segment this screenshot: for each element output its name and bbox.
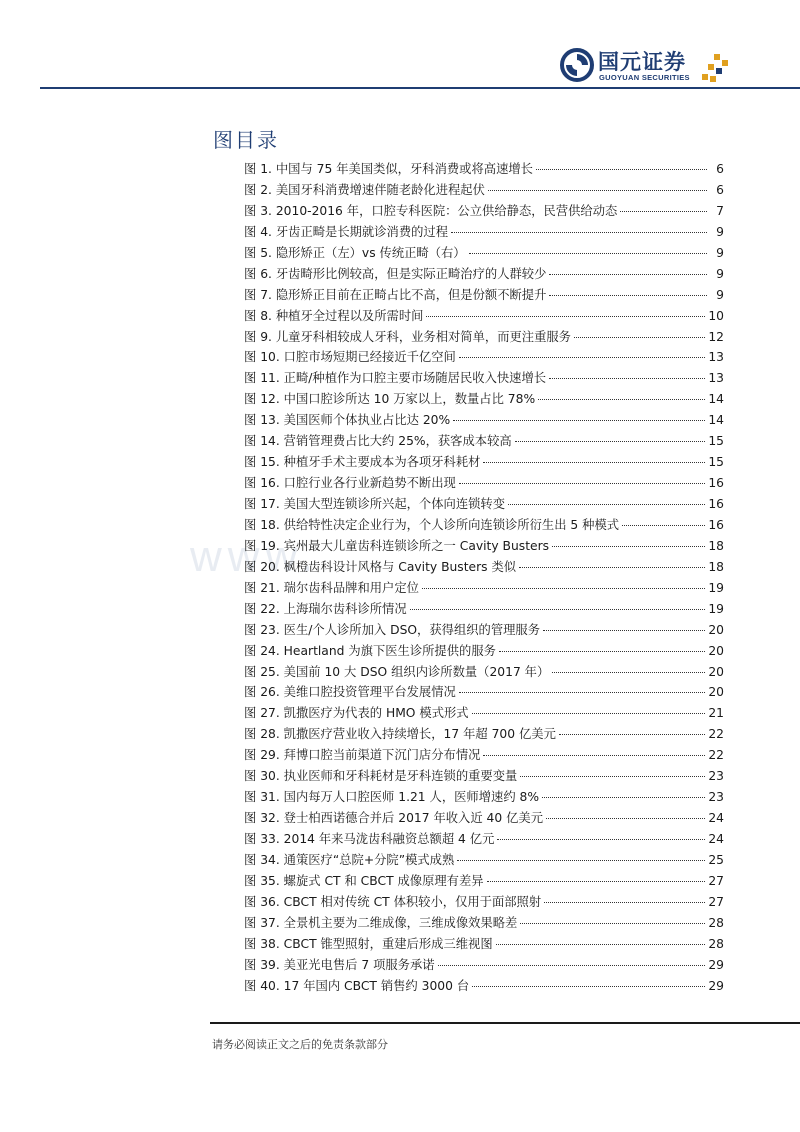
toc-entry-label: 图 13. 美国医师个体执业占比达 20% [244,413,451,428]
toc-entry[interactable] [244,264,724,285]
toc-entry[interactable] [244,243,724,264]
guoyuan-logo-icon [560,48,594,82]
toc-leader-dots [542,797,705,798]
toc-entry[interactable] [244,724,724,745]
toc-entry-label: 图 6. 牙齿畸形比例较高，但是实际正畸治疗的人群较少 [244,266,547,281]
toc-entry[interactable] [244,180,724,201]
toc-entry-label: 图 33. 2014 年来马泷齿科融资总额超 4 亿元 [244,832,495,846]
decorative-squares-icon [700,54,730,84]
toc-entry[interactable] [244,955,724,976]
toc-entry[interactable] [244,368,724,389]
company-name-cn: 国元证券 [598,50,686,74]
toc-leader-dots [453,420,705,421]
toc-entry[interactable] [244,871,724,892]
toc-title: 图目录 [213,128,279,152]
toc-entry-page: 27 [708,873,724,888]
toc-entry-label: 图 30. 执业医师和牙科耗材是牙科连锁的重要变量 [244,769,518,784]
header-divider [40,87,800,89]
toc-leader-dots [546,818,705,819]
toc-entry-label: 图 35. 螺旋式 CT 和 CBCT 成像原理有差异 [244,873,484,888]
toc-entry[interactable] [244,431,724,452]
toc-entry-page: 12 [708,329,724,344]
toc-entry-label: 图 22. 上海瑞尔齿科诊所情况 [244,601,407,616]
toc-entry[interactable] [244,976,724,997]
toc-leader-dots [469,253,707,254]
toc-entry[interactable] [244,222,724,243]
toc-entry-page: 18 [708,559,724,574]
toc-leader-dots [508,504,705,505]
toc-entry[interactable] [244,934,724,955]
toc-entry-label: 图 10. 口腔市场短期已经接近千亿空间 [244,350,456,365]
toc-leader-dots [549,295,707,296]
toc-entry-page: 20 [708,622,724,637]
toc-entry-page: 20 [708,643,724,658]
toc-leader-dots [620,211,707,212]
toc-entry-label: 图 24. Heartland 为旗下医生诊所提供的服务 [244,643,496,658]
toc-leader-dots [487,881,706,882]
toc-entry-label: 图 4. 牙齿正畸是长期就诊消费的过程 [244,224,449,239]
toc-entry-label: 图 8. 种植牙全过程以及所需时间 [244,308,424,323]
toc-entry[interactable] [244,494,724,515]
toc-entry-label: 图 2. 美国牙科消费增速伴随老龄化进程起伏 [244,182,485,197]
toc-entry[interactable] [244,913,724,934]
toc-entry-label: 图 36. CBCT 相对传统 CT 体积较小，仅用于面部照射 [244,894,542,909]
toc-entry[interactable] [244,159,724,180]
toc-entry[interactable] [244,557,724,578]
toc-entry-label: 图 7. 隐形矫正目前在正畸占比不高，但是份额不断提升 [244,287,547,302]
toc-entry-label: 图 23. 医生/个人诊所加入 DSO，获得组织的管理服务 [244,622,541,637]
toc-leader-dots [549,274,707,275]
toc-entry-page: 22 [708,748,724,763]
toc-entry[interactable] [244,599,724,620]
toc-leader-dots [472,713,706,714]
toc-entry-page: 6 [716,182,724,197]
toc-leader-dots [459,357,706,358]
toc-entry-page: 9 [716,287,724,302]
toc-leader-dots [622,525,705,526]
toc-entry[interactable] [244,850,724,871]
toc-entry-label: 图 15. 种植牙手术主要成本为各项牙科耗材 [244,455,481,470]
toc-entry-page: 9 [716,266,724,281]
toc-entry-page: 25 [708,852,724,867]
toc-leader-dots [483,462,705,463]
toc-entry-label: 图 14. 营销管理费占比大约 25%，获客成本较高 [244,434,512,449]
toc-entry[interactable] [244,829,724,850]
toc-entry-label: 图 20. 枫橙齿科设计风格与 Cavity Busters 类似 [244,559,517,574]
toc-entry-label: 图 26. 美维口腔投资管理平台发展情况 [244,685,456,700]
toc-entry-page: 21 [708,706,724,721]
toc-leader-dots [451,232,707,233]
toc-entry[interactable] [244,787,724,808]
toc-entry-label: 图 5. 隐形矫正（左）vs 传统正畸（右） [244,245,466,260]
toc-entry-page: 28 [708,936,724,951]
toc-entry-page: 19 [708,601,724,616]
toc-leader-dots [426,316,705,317]
toc-entry-label: 图 25. 美国前 10 大 DSO 组织内诊所数量（2017 年） [244,664,550,679]
toc-entry-page: 14 [708,392,724,407]
toc-leader-dots [574,337,705,338]
toc-entry-label: 图 12. 中国口腔诊所达 10 万家以上，数量占比 78% [244,392,536,407]
toc-entry-label: 图 17. 美国大型连锁诊所兴起，个体向连锁转变 [244,497,506,511]
toc-entry[interactable] [244,745,724,766]
toc-leader-dots [552,672,705,673]
toc-entry-page: 20 [708,685,724,700]
toc-entry-page: 29 [708,978,724,993]
toc-entry-page: 7 [716,203,724,218]
toc-entry-page: 14 [708,413,724,428]
toc-entry[interactable] [244,306,724,327]
toc-leader-dots [438,965,706,966]
toc-entry[interactable] [244,620,724,641]
toc-leader-dots [544,902,705,903]
toc-entry[interactable] [244,703,724,724]
toc-entry[interactable] [244,410,724,431]
toc-entry-label: 图 19. 宾州最大儿童齿科连锁诊所之一 Cavity Busters [244,538,550,553]
company-name-en: GUOYUAN SECURITIES [599,73,690,82]
toc-entry-label: 图 3. 2010-2016 年，口腔专科医院：公立供给静态，民营供给动态 [244,203,618,218]
toc-entry-page: 24 [708,832,724,846]
toc-entry-label: 图 31. 国内每万人口腔医师 1.21 人，医师增速约 8% [244,790,540,805]
toc-entry-label: 图 21. 瑞尔齿科品牌和用户定位 [244,580,419,595]
toc-entry-label: 图 37. 全景机主要为二维成像，三维成像效果略差 [244,915,518,930]
toc-leader-dots [410,609,706,610]
toc-entry-page: 16 [708,517,724,532]
toc-entry[interactable] [244,515,724,536]
toc-entry[interactable] [244,662,724,683]
toc-entry[interactable] [244,389,724,410]
toc-leader-dots [483,755,705,756]
toc-entry-page: 18 [708,538,724,553]
footer-divider [210,1022,800,1024]
toc-entry-label: 图 18. 供给特性决定企业行为，个人诊所向连锁诊所衍生出 5 种模式 [244,517,620,532]
toc-leader-dots [538,399,705,400]
toc-leader-dots [543,630,705,631]
watermark: www. [190,532,320,581]
toc-entry-page: 9 [716,245,724,260]
toc-entry-label: 图 9. 儿童牙科相较成人牙科，业务相对简单，而更注重服务 [244,329,571,344]
toc-entry[interactable] [244,473,724,494]
toc-entry-page: 20 [708,664,724,679]
toc-leader-dots [549,378,705,379]
toc-entry-label: 图 11. 正畸/种植作为口腔主要市场随居民收入快速增长 [244,371,547,386]
toc-entry-page: 13 [708,350,724,365]
toc-leader-dots [459,692,706,693]
toc-leader-dots [488,190,707,191]
toc-entry[interactable] [244,766,724,787]
toc-entry[interactable] [244,536,724,557]
toc-entry-page: 29 [708,957,724,972]
toc-entry-page: 6 [716,162,724,176]
toc-entry-label: 图 28. 凯撒医疗营业收入持续增长，17 年超 700 亿美元 [244,727,556,742]
toc-entry-label: 图 39. 美亚光电售后 7 项服务承诺 [244,957,435,972]
toc-entry[interactable] [244,285,724,306]
toc-entry-page: 28 [708,915,724,930]
toc-entry[interactable] [244,452,724,473]
toc-leader-dots [422,588,705,589]
toc-entry[interactable] [244,808,724,829]
toc-entry[interactable] [244,641,724,662]
toc-list [244,159,724,997]
toc-entry-page: 15 [708,434,724,449]
toc-entry-page: 22 [708,727,724,742]
toc-leader-dots [515,441,706,442]
toc-leader-dots [499,651,705,652]
toc-entry-page: 16 [708,497,724,511]
toc-entry-label: 图 16. 口腔行业各行业新趋势不断出现 [244,476,456,491]
toc-entry-page: 24 [708,811,724,826]
toc-entry-page: 15 [708,455,724,470]
toc-leader-dots [457,860,705,861]
footer-disclaimer: 请务必阅读正文之后的免责条款部分 [212,1038,388,1051]
toc-entry[interactable] [244,327,724,348]
toc-leader-dots [559,734,705,735]
toc-entry-page: 9 [716,224,724,239]
toc-leader-dots [496,944,706,945]
toc-leader-dots [552,546,705,547]
toc-entry-page: 23 [708,790,724,805]
toc-leader-dots [536,169,707,170]
toc-entry-page: 16 [708,476,724,491]
toc-entry-page: 23 [708,769,724,784]
toc-entry-label: 图 38. CBCT 锥型照射，重建后形成三维视图 [244,936,493,951]
toc-entry-page: 27 [708,894,724,909]
toc-entry-label: 图 34. 通策医疗“总院+分院”模式成熟 [244,852,455,867]
toc-entry[interactable] [244,201,724,222]
toc-entry[interactable] [244,682,724,703]
toc-leader-dots [459,483,706,484]
toc-entry-page: 13 [708,371,724,386]
toc-entry-label: 图 32. 登士柏西诺德合并后 2017 年收入近 40 亿美元 [244,811,543,826]
toc-leader-dots [472,986,705,987]
toc-entry[interactable] [244,578,724,599]
toc-entry[interactable] [244,892,724,913]
toc-leader-dots [519,567,705,568]
toc-leader-dots [497,839,705,840]
toc-leader-dots [520,923,705,924]
toc-entry-label: 图 40. 17 年国内 CBCT 销售约 3000 台 [244,978,470,993]
toc-leader-dots [520,776,705,777]
toc-entry-page: 19 [708,580,724,595]
toc-entry-label: 图 29. 拜博口腔当前渠道下沉门店分布情况 [244,748,481,763]
toc-entry-label: 图 27. 凯撒医疗为代表的 HMO 模式形式 [244,706,469,721]
toc-entry-label: 图 1. 中国与 75 年美国类似，牙科消费或将高速增长 [244,162,533,176]
toc-entry[interactable] [244,347,724,368]
toc-entry-page: 10 [708,308,724,323]
